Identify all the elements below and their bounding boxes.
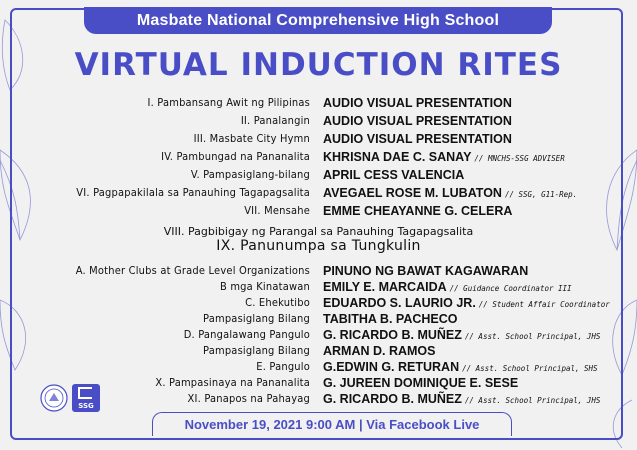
program-item-label: A. Mother Clubs at Grade Level Organizations [75,264,310,277]
ssg-logo-text: SSG [78,402,94,410]
program-item-label: D. Pangalawang Pangulo [183,328,310,341]
program-item-value: G.EDWIN G. RETURAN // Asst. School Principal, SHS [323,360,598,374]
program-item-value: AUDIO VISUAL PRESENTATION [323,114,512,128]
program-item-value: APRIL CESS VALENCIA [323,168,465,182]
program-item-value: AVEGAEL ROSE M. LUBATON // SSG, G11-Rep. [323,186,578,200]
program-item-value: TABITHA B. PACHECO [323,312,458,326]
program-item-value: PINUNO NG BAWAT KAGAWARAN [323,264,529,278]
program-item-label: VII. Mensahe [244,204,310,217]
program-item-label: II. Panalangin [240,114,310,127]
program-item-value: ARMAN D. RAMOS [323,344,436,358]
program-row [0,168,637,182]
ssg-logo [72,384,100,412]
program-row [0,204,637,218]
program-item-value: EMME CHEAYANNE G. CELERA [323,204,513,218]
school-name-banner: Masbate National Comprehensive High School [84,7,552,34]
program-row [0,296,637,310]
program-item-value: AUDIO VISUAL PRESENTATION [323,132,512,146]
program-item-value: AUDIO VISUAL PRESENTATION [323,96,512,110]
program-item-note: // Asst. School Principal, SHS [462,364,598,373]
program-row [0,150,637,164]
program-item-label: V. Pampasiglang-bilang [190,168,310,181]
program-row [0,132,637,146]
program-item-note: // Asst. School Principal, JHS [464,332,601,341]
program-item-label: I. Pambansang Awit ng Pilipinas [147,96,310,109]
program-item-note: // Guidance Coordinator III [449,284,572,293]
program-item-value: G. JUREEN DOMINIQUE E. SESE [323,376,519,390]
program-item-label: B mga Kinatawan [219,280,310,293]
program-row [0,114,637,128]
program-item-value: G. RICARDO B. MUÑEZ // Asst. School Principal, JHS [323,328,601,342]
program-row [0,328,637,342]
program-row [0,360,637,374]
program-row [0,280,637,294]
program-item-label: E. Pangulo [256,360,310,373]
section-viii-heading: VIII. Pagbibigay ng Parangal sa Panauhing Tagapagsalita [163,225,474,238]
program-item-value: EMILY E. MARCAIDA // Guidance Coordinator III [323,280,572,294]
ssg-logo-mark-icon [78,387,92,399]
program-item-note: // MNCHS-SSG ADVISER [474,154,565,163]
program-item-label: III. Masbate City Hymn [193,132,310,145]
program-item-label: IV. Pambungad na Pananalita [161,150,310,163]
program-item-label: X. Pampasinaya na Pananalita [155,376,310,389]
program-row [0,312,637,326]
date-venue-footer: November 19, 2021 9:00 AM | Via Facebook Live [152,412,512,436]
program-item-value: KHRISNA DAE C. SANAY // MNCHS-SSG ADVISER [323,150,565,164]
program-item-label: Pampasiglang Bilang [203,312,310,325]
program-item-note: // SSG, G11-Rep. [504,190,578,199]
program-row [0,96,637,110]
program-item-value: G. RICARDO B. MUÑEZ // Asst. School Principal, JHS [323,392,601,406]
section-ix-heading: IX. Panunumpa sa Tungkulin [216,238,421,254]
event-title: VIRTUAL INDUCTION RITES [74,47,563,83]
program-item-label: XI. Panapos na Pahayag [187,392,310,405]
school-seal-icon [40,384,68,412]
program-item-note: // Student Affair Coordinator [478,300,610,309]
program-item-label: C. Ehekutibo [245,296,310,309]
program-item-label: Pampasiglang Bilang [203,344,310,357]
program-row [0,186,637,200]
program-row [0,264,637,278]
program-row [0,344,637,358]
program-item-note: // Asst. School Principal, JHS [464,396,601,405]
program-item-value: EDUARDO S. LAURIO JR. // Student Affair Coordinator [323,296,610,310]
program-item-label: VI. Pagpapakilala sa Panauhing Tagapagsalita [76,186,310,199]
